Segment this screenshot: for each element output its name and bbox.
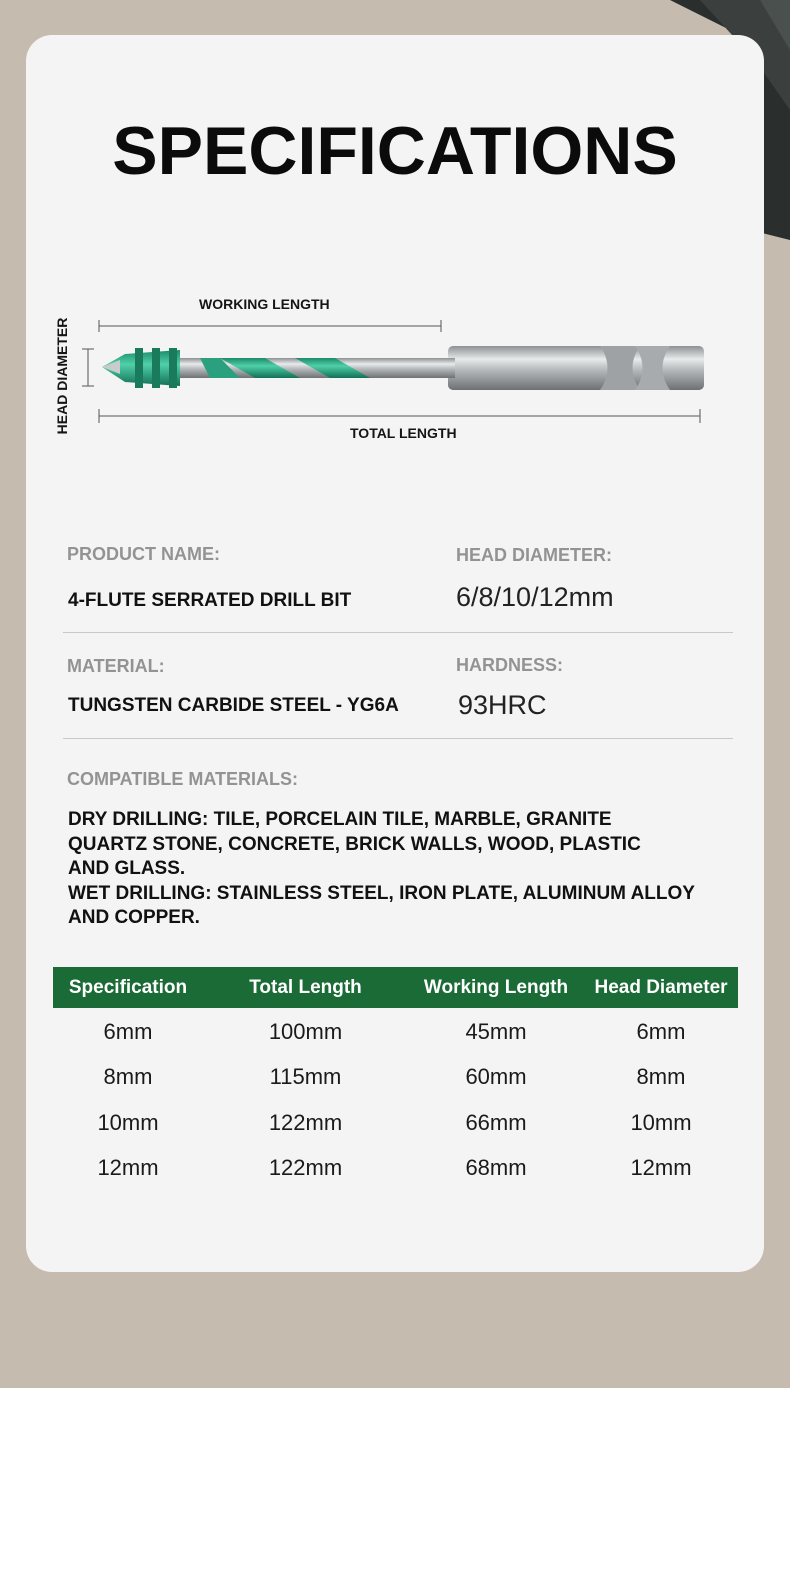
table-cell: 10mm	[630, 1110, 692, 1135]
material-value: TUNGSTEN CARBIDE STEEL - YG6A	[68, 695, 399, 716]
table-cell: 8mm	[636, 1064, 686, 1089]
drill-bit-diagram	[80, 310, 720, 430]
head-diameter-label: HEAD DIAMETER	[54, 317, 70, 435]
head-diameter-spec-label: HEAD DIAMETER:	[456, 545, 612, 565]
divider	[63, 632, 733, 633]
table-header	[53, 967, 738, 1008]
product-name-label: PRODUCT NAME:	[67, 544, 220, 564]
hardness-label: HARDNESS:	[456, 655, 564, 675]
table-row	[53, 1103, 738, 1143]
compatible-line: DRY DRILLING: TILE, PORCELAIN TILE, MARBLE, GRANITE	[68, 809, 612, 830]
table-cell: 10mm	[97, 1110, 159, 1135]
material-label: MATERIAL:	[67, 656, 165, 676]
table-cell: 115mm	[269, 1064, 342, 1089]
table-cell: 60mm	[465, 1064, 527, 1089]
compatible-materials-text	[68, 808, 748, 931]
table-row	[53, 1148, 738, 1188]
column-header-head-diameter: Head Diameter	[594, 977, 728, 998]
working-length-label: WORKING LENGTH	[199, 296, 330, 312]
table-cell: 12mm	[97, 1155, 159, 1180]
compatible-line: AND COPPER.	[68, 907, 200, 928]
column-header-total-length: Total Length	[249, 977, 362, 998]
column-header-specification: Specification	[68, 977, 188, 998]
table-cell: 68mm	[465, 1155, 527, 1180]
hardness-value: 93HRC	[458, 690, 547, 720]
table-row	[53, 1012, 738, 1052]
head-diameter-spec-value: 6/8/10/12mm	[456, 582, 614, 612]
page-title: SPECIFICATIONS	[112, 113, 678, 189]
table-cell: 122mm	[268, 1110, 343, 1135]
table-cell: 8mm	[103, 1064, 153, 1089]
compatible-line: WET DRILLING: STAINLESS STEEL, IRON PLATE, ALUMINUM ALLOY	[68, 882, 695, 904]
product-name-value: 4-FLUTE SERRATED DRILL BIT	[68, 590, 352, 611]
table-cell: 122mm	[268, 1155, 343, 1180]
compatible-line: QUARTZ STONE, CONCRETE, BRICK WALLS, WOOD, PLASTIC	[68, 833, 641, 855]
table-row	[53, 1057, 738, 1097]
divider	[63, 738, 733, 739]
total-length-label: TOTAL LENGTH	[350, 425, 457, 441]
compatible-materials-label: COMPATIBLE MATERIALS:	[67, 769, 298, 789]
column-header-working-length: Working Length	[423, 977, 569, 998]
table-cell: 6mm	[636, 1019, 686, 1044]
compatible-line: AND GLASS.	[68, 858, 186, 879]
table-cell: 66mm	[465, 1110, 527, 1135]
table-cell: 100mm	[268, 1019, 343, 1044]
table-cell: 6mm	[103, 1019, 153, 1044]
table-cell: 45mm	[465, 1019, 527, 1044]
table-cell: 12mm	[630, 1155, 692, 1180]
